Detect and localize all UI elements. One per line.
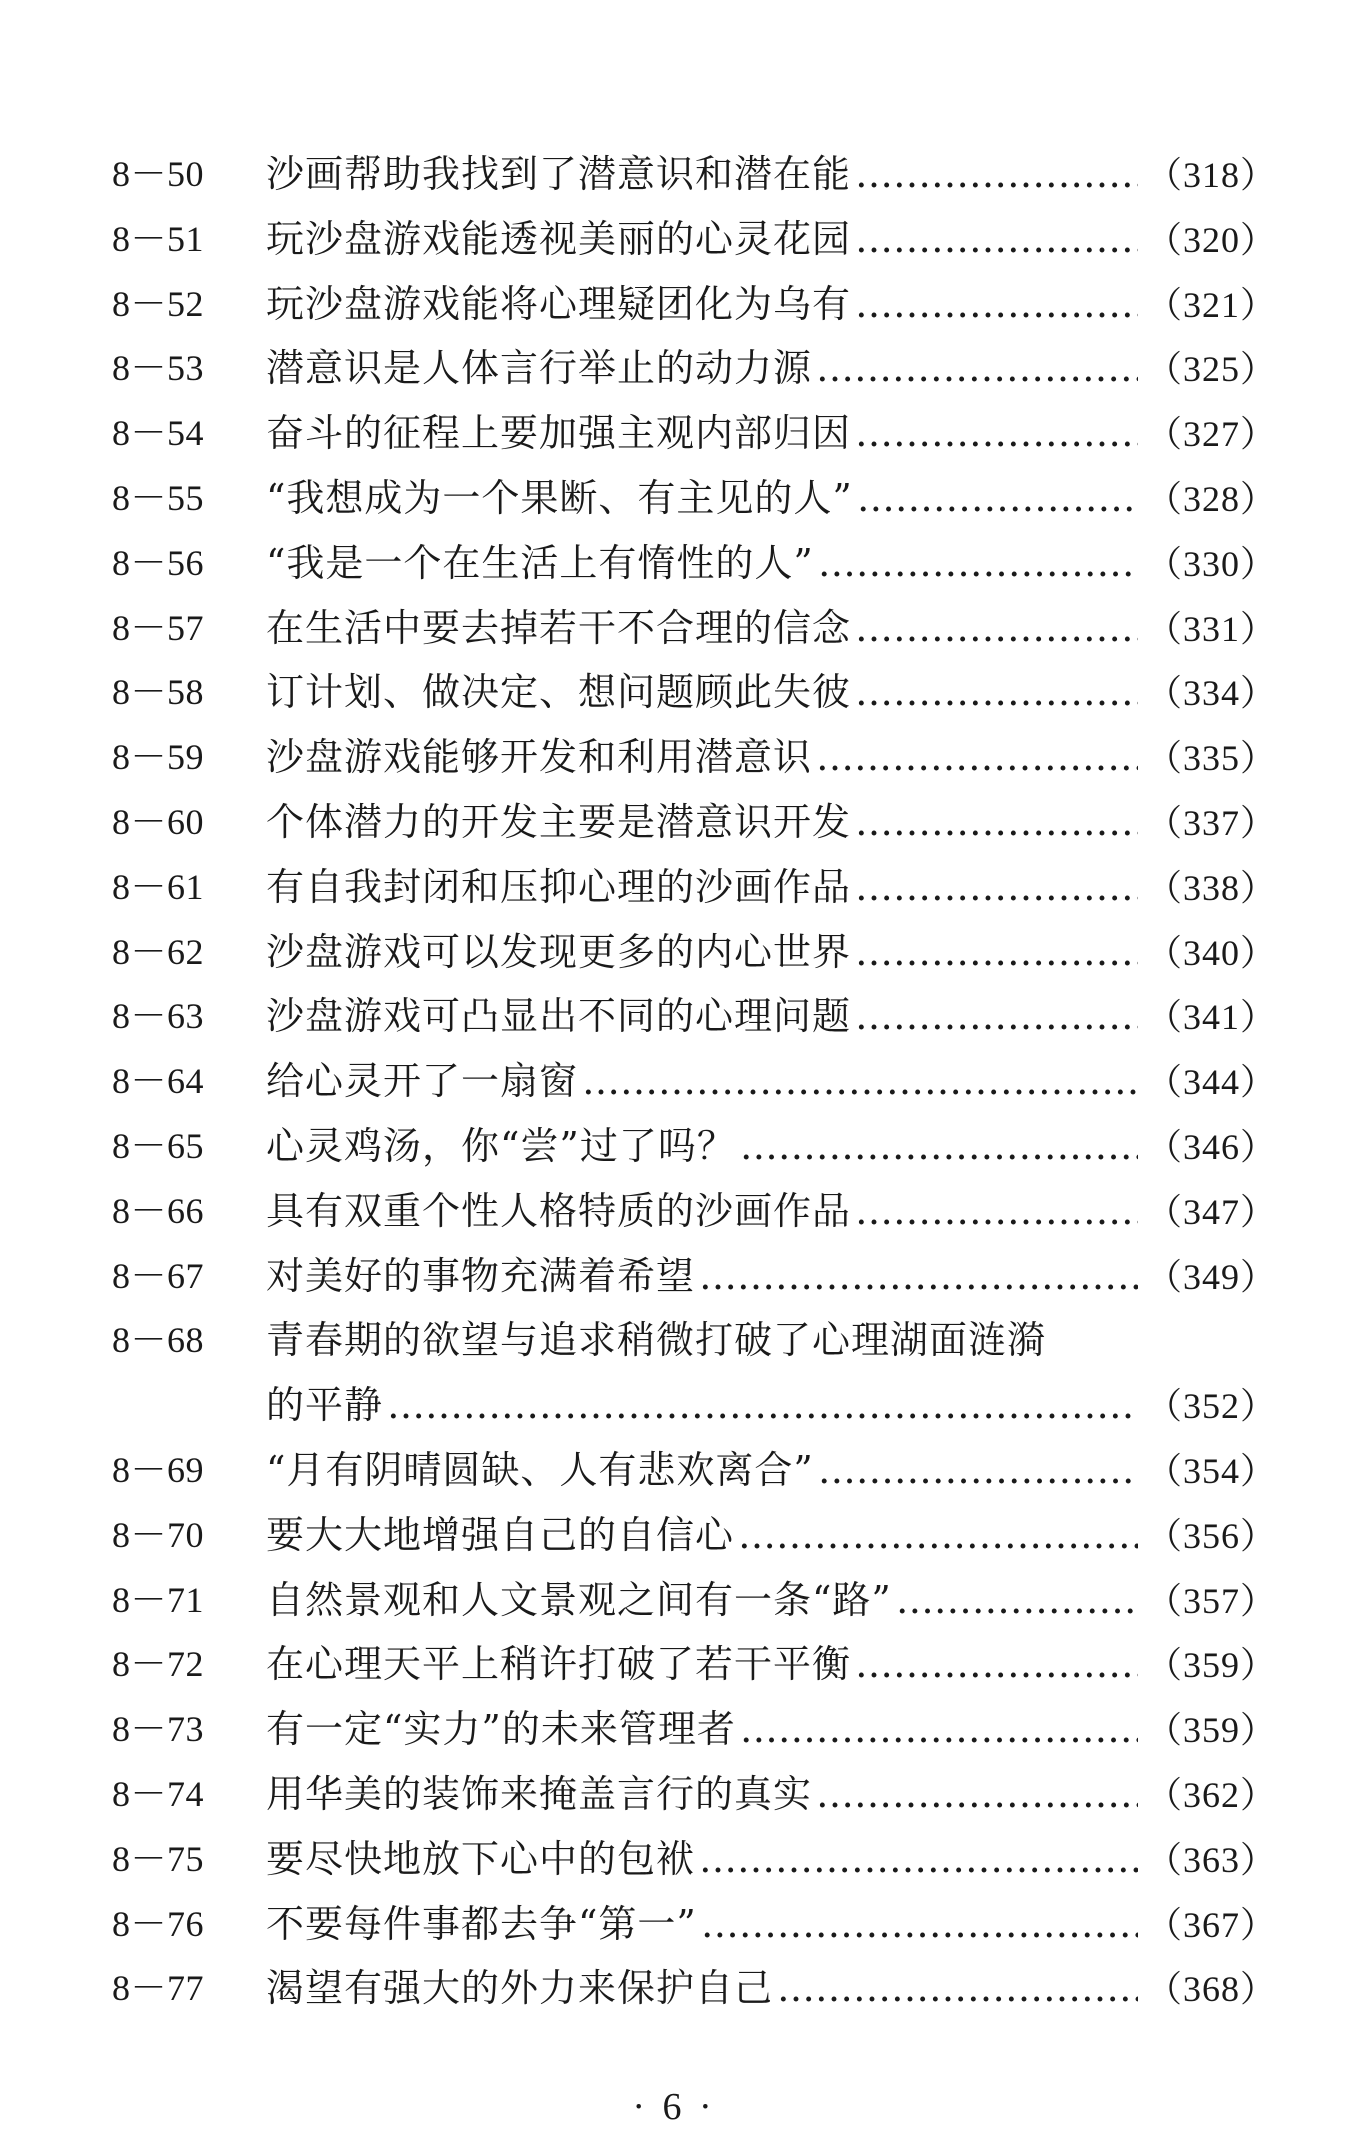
entry-title — [266, 725, 1277, 790]
dot-leader — [818, 1438, 1138, 1503]
entry-number: 8－77 — [112, 1968, 205, 2009]
entry-page: （362） — [1145, 1774, 1277, 1815]
entry-number: 8－50 — [112, 154, 205, 194]
page-number-footer: · 6 · — [632, 2086, 716, 2128]
entry-page: （368） — [1145, 1969, 1277, 2010]
entry-page: （357） — [1145, 1580, 1277, 1621]
toc-entry[interactable] — [112, 1244, 1277, 1309]
entry-title-text: 沙盘游戏能够开发和利用潜意识 — [266, 735, 813, 780]
dot-leader — [818, 531, 1138, 596]
dot-leader — [855, 272, 1138, 337]
toc-entry[interactable] — [112, 142, 1277, 207]
table-of-contents — [112, 142, 1277, 2021]
entry-title — [266, 336, 1277, 401]
entry-number: 8－64 — [112, 1061, 205, 1102]
entry-page: （318） — [1145, 155, 1277, 195]
entry-title-text: 具有双重个性人格特质的沙画作品 — [266, 1188, 852, 1233]
entry-title-text: 在心理天平上稍许打破了若干平衡 — [266, 1642, 852, 1687]
entry-page: （334） — [1145, 673, 1277, 714]
entry-title — [266, 984, 1277, 1049]
entry-title-text: 自然景观和人文景观之间有一条“路” — [266, 1577, 892, 1622]
entry-page: （337） — [1145, 802, 1277, 843]
entry-page: （341） — [1145, 997, 1277, 1038]
entry-number: 8－74 — [112, 1773, 205, 1814]
entry-title-text: 要尽快地放下心中的包袱 — [266, 1836, 696, 1881]
entry-page: （331） — [1145, 608, 1277, 649]
entry-number: 8－68 — [112, 1320, 205, 1361]
entry-page: （328） — [1145, 478, 1277, 519]
toc-entry[interactable] — [112, 466, 1277, 531]
dot-leader — [701, 1892, 1138, 1957]
dot-leader — [855, 207, 1138, 272]
dot-leader — [855, 401, 1138, 466]
entry-page: （349） — [1145, 1256, 1277, 1297]
entry-title — [266, 207, 1277, 272]
entry-page: （352） — [1145, 1386, 1277, 1427]
toc-entry[interactable] — [112, 401, 1277, 466]
entry-number: 8－60 — [112, 801, 205, 842]
entry-number: 8－54 — [112, 413, 205, 454]
toc-entry[interactable] — [112, 660, 1277, 725]
dot-leader — [855, 984, 1138, 1049]
entry-title-continuation: 的平静 — [266, 1383, 384, 1428]
dot-leader — [855, 142, 1138, 207]
entry-number: 8－55 — [112, 477, 205, 518]
entry-title-text: 沙画帮助我找到了潜意识和潜在能 — [266, 152, 852, 196]
entry-title-text: 心灵鸡汤，你“尝”过了吗？ — [266, 1123, 736, 1168]
toc-entry[interactable] — [112, 1892, 1277, 1957]
dot-leader — [777, 1956, 1138, 2021]
entry-title — [266, 1762, 1277, 1827]
entry-title-text: 个体潜力的开发主要是潜意识开发 — [266, 799, 852, 844]
dot-leader — [740, 1697, 1138, 1762]
entry-title-text: 要大大地增强自己的自信心 — [266, 1512, 735, 1557]
toc-entry[interactable] — [112, 725, 1277, 790]
entry-page: （359） — [1145, 1645, 1277, 1686]
entry-title — [266, 272, 1277, 337]
entry-page: （346） — [1145, 1126, 1277, 1167]
entry-title — [266, 1179, 1277, 1244]
toc-entry[interactable] — [112, 1438, 1277, 1503]
entry-title — [266, 1956, 1277, 2021]
dot-leader — [387, 1373, 1138, 1438]
entry-title — [266, 1697, 1277, 1762]
entry-title-text: 在生活中要去掉若干不合理的信念 — [266, 605, 852, 650]
entry-title-text: 给心灵开了一扇窗 — [266, 1059, 579, 1104]
entry-number: 8－70 — [112, 1514, 205, 1555]
entry-title — [266, 1568, 1277, 1633]
dot-leader — [857, 466, 1138, 531]
entry-page: （340） — [1145, 932, 1277, 973]
entry-number: 8－69 — [112, 1449, 205, 1490]
entry-number: 8－63 — [112, 996, 205, 1037]
toc-entry[interactable] — [112, 1956, 1277, 2021]
dot-leader — [855, 596, 1138, 661]
entry-title-text: 对美好的事物充满着希望 — [266, 1253, 696, 1298]
entry-title-text: 青春期的欲望与追求稍微打破了心理湖面涟漪 — [266, 1318, 1047, 1363]
entry-page: （354） — [1145, 1450, 1277, 1491]
entry-title — [266, 1244, 1277, 1309]
entry-title — [266, 855, 1277, 920]
entry-title — [266, 596, 1277, 661]
entry-page: （320） — [1145, 219, 1277, 260]
toc-entry[interactable] — [112, 272, 1277, 337]
toc-entry[interactable] — [112, 1049, 1277, 1114]
toc-entry[interactable] — [112, 1114, 1277, 1179]
entry-title — [266, 1632, 1277, 1697]
entry-number: 8－57 — [112, 607, 205, 648]
entry-title — [266, 920, 1277, 985]
entry-title — [266, 1503, 1277, 1568]
entry-page: （347） — [1145, 1191, 1277, 1232]
entry-title — [266, 1438, 1277, 1503]
toc-entry[interactable] — [112, 336, 1277, 401]
entry-number: 8－61 — [112, 866, 205, 907]
entry-number: 8－71 — [112, 1579, 205, 1620]
entry-number: 8－76 — [112, 1903, 205, 1944]
entry-page: （356） — [1145, 1515, 1277, 1556]
toc-entry[interactable] — [112, 920, 1277, 985]
entry-title-text: 玩沙盘游戏能将心理疑团化为乌有 — [266, 281, 852, 326]
entry-page: （344） — [1145, 1062, 1277, 1103]
entry-title-text: “我是一个在生活上有惰性的人” — [266, 540, 814, 585]
entry-title-text: 不要每件事都去争“第一” — [266, 1901, 697, 1946]
entry-number: 8－56 — [112, 542, 205, 583]
dot-leader — [855, 855, 1138, 920]
entry-number: 8－65 — [112, 1125, 205, 1166]
entry-number: 8－53 — [112, 348, 205, 389]
entry-title — [266, 1827, 1277, 1892]
entry-number: 8－67 — [112, 1255, 205, 1296]
toc-entry[interactable] — [112, 855, 1277, 920]
dot-leader — [855, 920, 1138, 985]
entry-number: 8－62 — [112, 931, 205, 972]
entry-page: （335） — [1145, 738, 1277, 779]
dot-leader — [816, 725, 1138, 790]
entry-page: （338） — [1145, 867, 1277, 908]
entry-title — [266, 1892, 1277, 1957]
entry-title — [266, 531, 1277, 596]
entry-title-text: “我想成为一个果断、有主见的人” — [266, 475, 853, 520]
entry-page: （330） — [1145, 543, 1277, 584]
entry-number: 8－59 — [112, 737, 205, 778]
entry-number: 8－66 — [112, 1190, 205, 1231]
toc-entry[interactable] — [112, 1697, 1277, 1762]
entry-title — [266, 142, 1277, 207]
entry-title-text: 有一定“实力”的未来管理者 — [266, 1707, 736, 1752]
toc-entry[interactable] — [112, 1308, 1277, 1438]
entry-title — [266, 1308, 1277, 1438]
entry-title — [266, 401, 1277, 466]
toc-entry[interactable] — [112, 1503, 1277, 1568]
entry-title — [266, 466, 1277, 531]
entry-title — [266, 1049, 1277, 1114]
entry-page: （321） — [1145, 284, 1277, 325]
toc-entry[interactable] — [112, 1762, 1277, 1827]
dot-leader — [582, 1049, 1138, 1114]
dot-leader — [816, 336, 1138, 401]
entry-number: 8－52 — [112, 283, 205, 324]
toc-entry[interactable] — [112, 596, 1277, 661]
entry-page: （359） — [1145, 1710, 1277, 1751]
dot-leader — [855, 1632, 1138, 1697]
entry-title-text: 用华美的装饰来掩盖言行的真实 — [266, 1771, 813, 1816]
dot-leader — [738, 1503, 1138, 1568]
toc-entry[interactable] — [112, 1827, 1277, 1892]
entry-number: 8－51 — [112, 218, 205, 259]
toc-entry[interactable] — [112, 790, 1277, 855]
toc-entry[interactable] — [112, 1179, 1277, 1244]
dot-leader — [699, 1827, 1138, 1892]
toc-entry[interactable] — [112, 531, 1277, 596]
dot-leader — [855, 790, 1138, 855]
entry-number: 8－73 — [112, 1709, 205, 1750]
dot-leader — [816, 1762, 1138, 1827]
toc-entry[interactable] — [112, 984, 1277, 1049]
toc-entry[interactable] — [112, 1568, 1277, 1633]
entry-title — [266, 790, 1277, 855]
entry-title-text: “月有阴晴圆缺、人有悲欢离合” — [266, 1447, 814, 1492]
dot-leader — [740, 1114, 1138, 1179]
toc-entry[interactable] — [112, 207, 1277, 272]
entry-title-text: 沙盘游戏可凸显出不同的心理问题 — [266, 994, 852, 1039]
dot-leader — [855, 660, 1138, 725]
entry-number: 8－75 — [112, 1838, 205, 1879]
entry-page: （367） — [1145, 1904, 1277, 1945]
entry-title-text: 沙盘游戏可以发现更多的内心世界 — [266, 929, 852, 974]
entry-page: （327） — [1145, 414, 1277, 455]
entry-title-text: 订计划、做决定、想问题顾此失彼 — [266, 670, 852, 715]
dot-leader — [699, 1244, 1138, 1309]
entry-title-text: 潜意识是人体言行举止的动力源 — [266, 346, 813, 391]
entry-title — [266, 660, 1277, 725]
entry-title-text: 有自我封闭和压抑心理的沙画作品 — [266, 864, 852, 909]
dot-leader — [855, 1179, 1138, 1244]
entry-title — [266, 1114, 1277, 1179]
entry-page: （325） — [1145, 349, 1277, 390]
entry-title-text: 渴望有强大的外力来保护自己 — [266, 1966, 774, 2011]
toc-entry[interactable] — [112, 1632, 1277, 1697]
entry-number: 8－72 — [112, 1644, 205, 1685]
entry-page: （363） — [1145, 1839, 1277, 1880]
entry-number: 8－58 — [112, 672, 205, 713]
entry-title-text: 玩沙盘游戏能透视美丽的心灵花园 — [266, 216, 852, 261]
dot-leader — [896, 1568, 1138, 1633]
entry-title-text: 奋斗的征程上要加强主观内部归因 — [266, 411, 852, 456]
